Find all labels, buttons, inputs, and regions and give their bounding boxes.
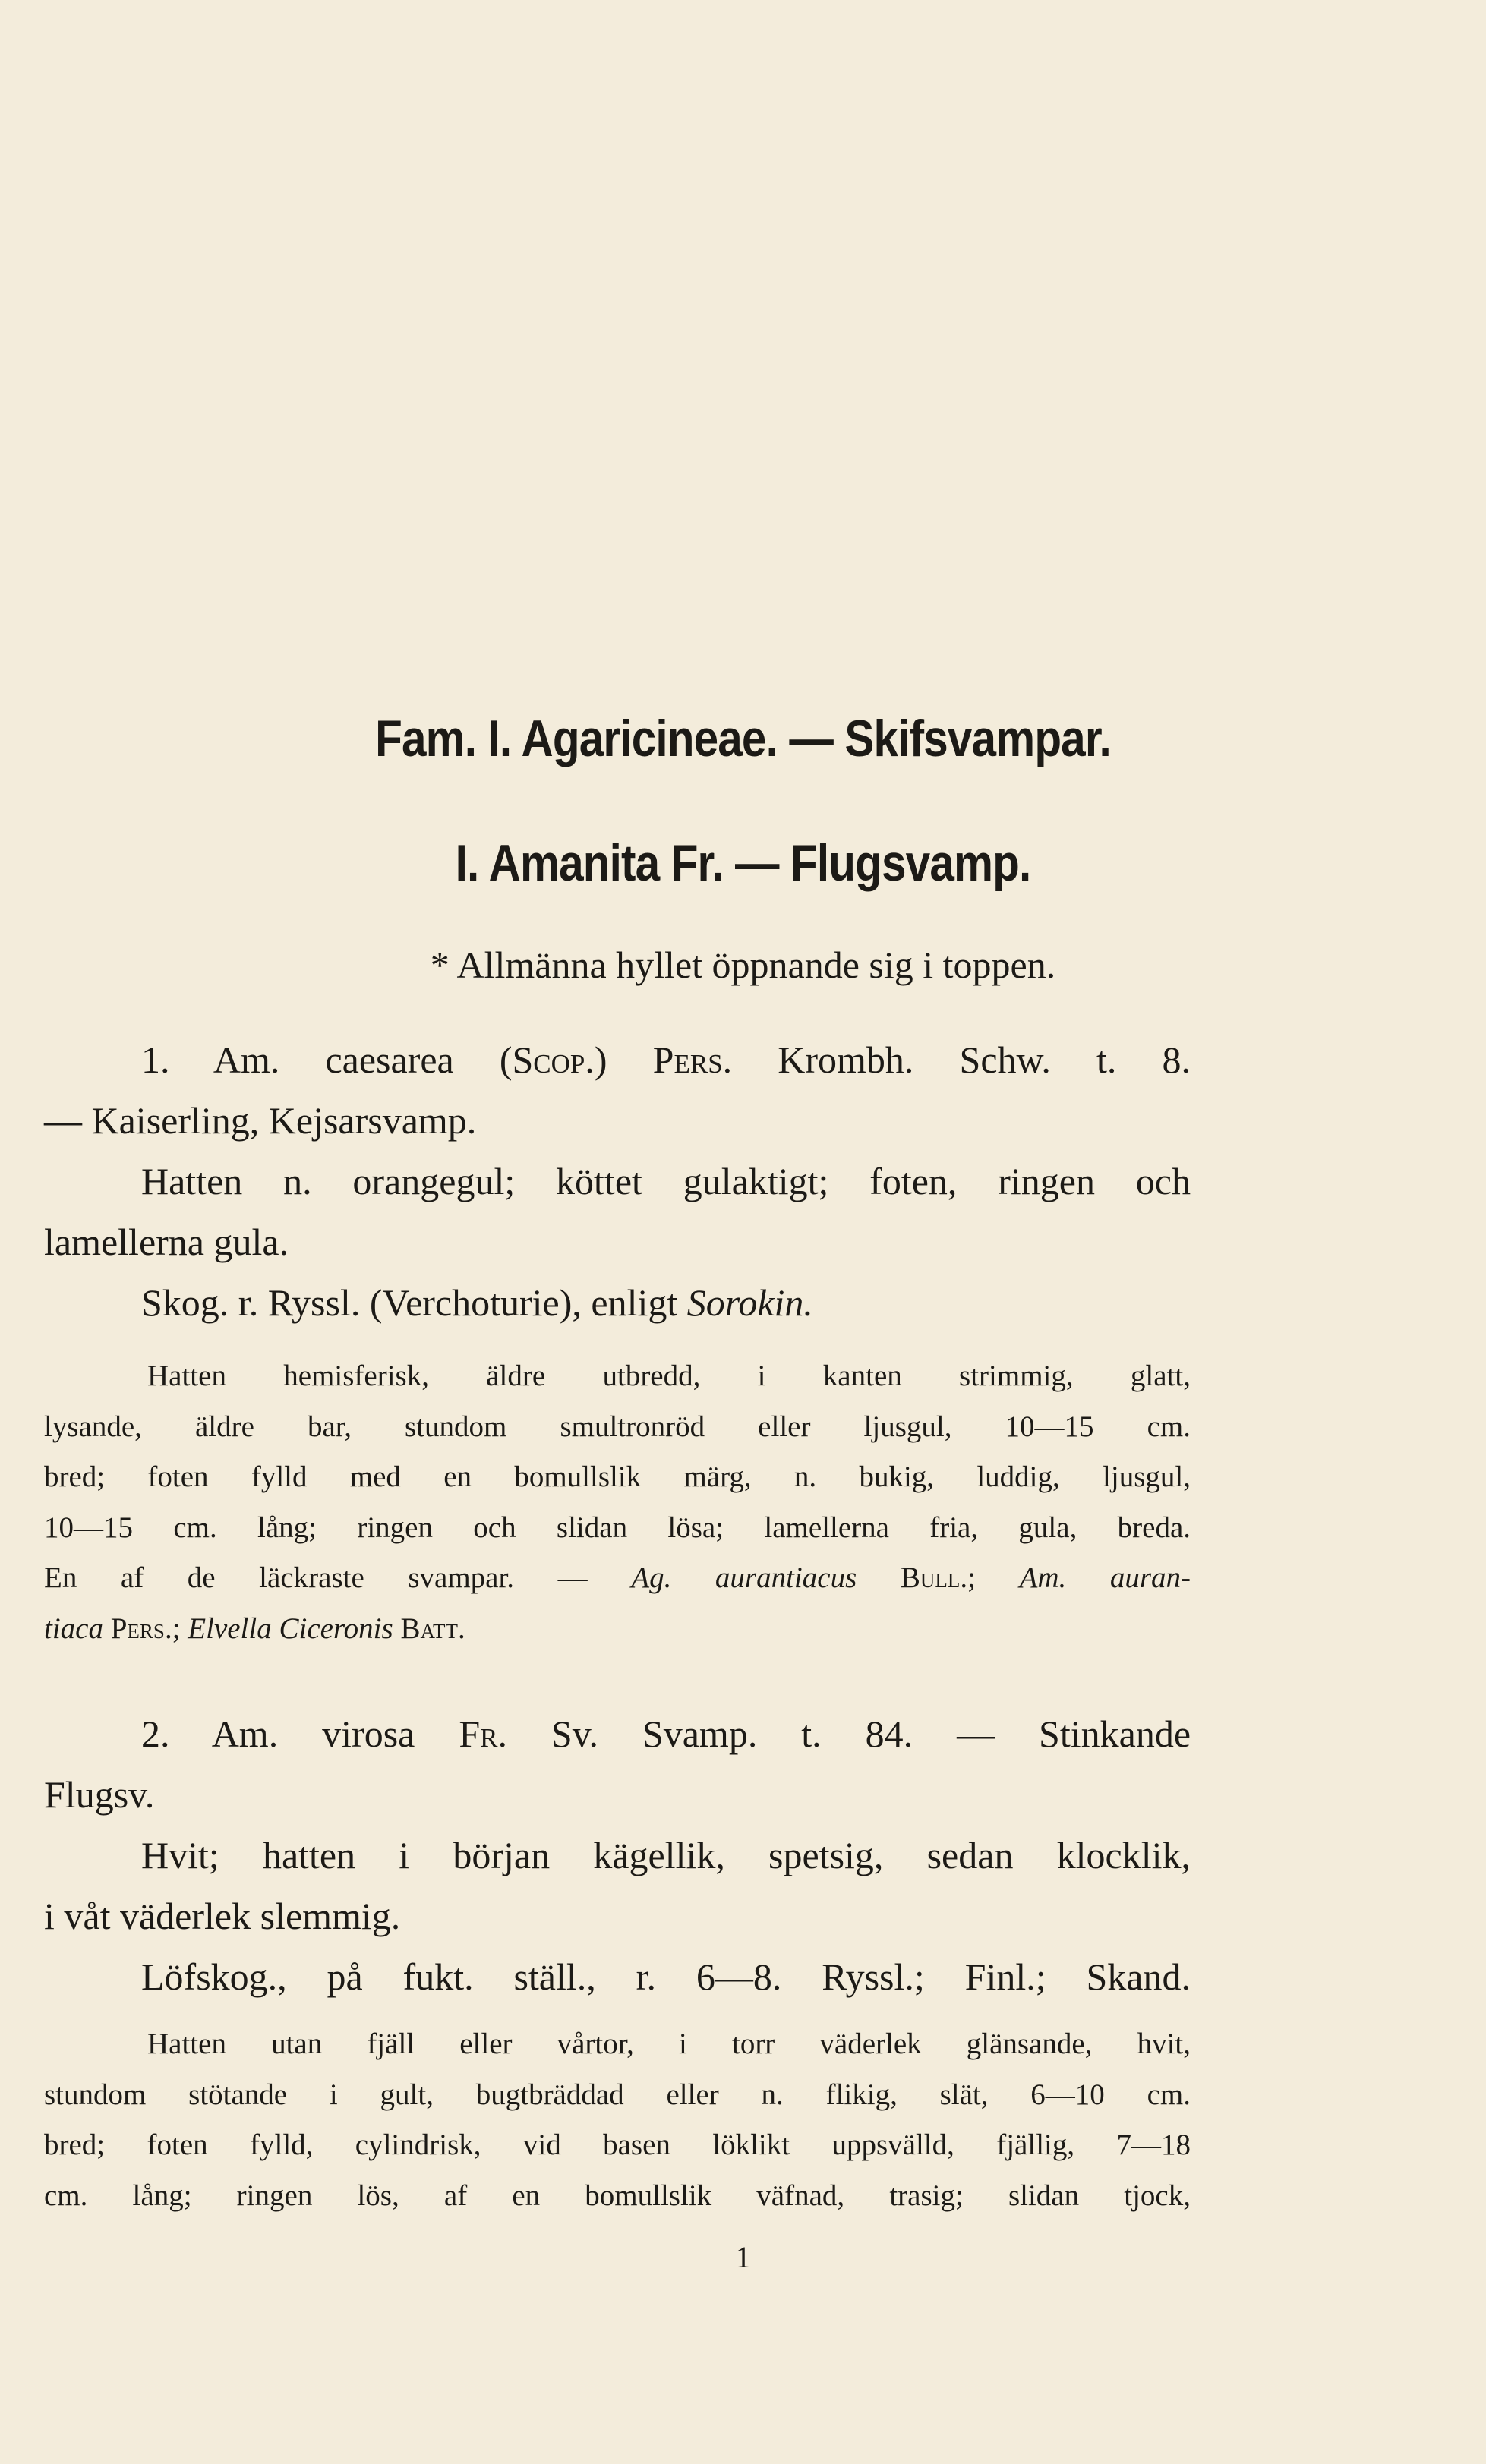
description-line <box>44 1604 1191 1655</box>
genus-abbreviation: Am. <box>211 1713 279 1755</box>
genus-heading: I. Amanita Fr. — Flugsvamp. <box>455 834 1031 892</box>
description-line: 10—15 cm. lång; ringen och slidan lösa; lamellerna fria, gula, breda. <box>44 1511 1191 1544</box>
species-2-description <box>44 2019 1191 2221</box>
species-name: caesarea <box>325 1038 454 1081</box>
collector-name: Sorokin. <box>686 1281 813 1324</box>
description-line: En af de läckraste svampar. — Ag. aurantiacus Bull.; Am. auran- <box>44 1561 1191 1594</box>
author-name: Pers. <box>652 1038 733 1081</box>
species-name: virosa <box>322 1713 415 1755</box>
common-name-line: Flugsv. <box>44 1773 155 1816</box>
author-name: Bull.; <box>900 1561 976 1594</box>
species-number: 1. <box>141 1038 170 1081</box>
author-name: (Scop.) <box>499 1038 607 1081</box>
species-2-entry <box>44 1703 1191 2007</box>
author-name: Fr. <box>459 1713 507 1755</box>
diagnosis-line: i våt väderlek slemmig. <box>44 1895 401 1937</box>
plate-reference: Krombh. Schw. t. 8. <box>778 1038 1191 1081</box>
synonym: Ag. aurantiacus <box>631 1561 857 1594</box>
species-number: 2. <box>141 1713 170 1755</box>
description-line: Hatten utan fjäll eller vårtor, i torr väderlek glänsande, hvit, <box>147 2028 1191 2060</box>
common-name-line: — Kaiserling, Kejsarsvamp. <box>44 1099 477 1142</box>
common-name: — Stinkande <box>957 1713 1191 1755</box>
species-1-heading <box>44 1029 1191 1090</box>
description-line: Hatten hemisferisk, äldre utbredd, i kanten strimmig, glatt, <box>147 1360 1191 1392</box>
genus-abbreviation: Am. <box>213 1038 280 1081</box>
diagnosis-line: Hatten n. orangegul; köttet gulaktigt; foten, ringen och <box>141 1160 1191 1202</box>
species-2-heading <box>44 1703 1191 1764</box>
author-name: Batt. <box>400 1612 465 1645</box>
species-1-entry <box>44 1029 1191 1333</box>
habitat-text: Skog. r. Ryssl. (Verchoturie), enligt <box>141 1281 678 1324</box>
author-name: Pers.; <box>110 1612 181 1645</box>
description-line: cm. lång; ringen lös, af en bomullslik väfnad, trasig; slidan tjock, <box>44 2179 1191 2212</box>
diagnosis-line: Hvit; hatten i början kägellik, spetsig, sedan klocklik, <box>141 1834 1191 1876</box>
habitat-line <box>44 1272 1191 1333</box>
synonym: tiaca <box>44 1612 103 1645</box>
section-heading: * Allmänna hyllet öppnande sig i toppen. <box>430 944 1056 986</box>
synonym: Am. auran- <box>1019 1561 1191 1594</box>
description-line: lysande, äldre bar, stundom smultronröd eller ljusgul, 10—15 cm. <box>44 1410 1191 1443</box>
species-1-description <box>44 1351 1191 1654</box>
description-line: bred; foten fylld, cylindrisk, vid basen löklikt uppsvälld, fjällig, 7—18 <box>44 2128 1191 2161</box>
description-line: stundom stötande i gult, bugtbräddad eller n. flikig, slät, 6—10 cm. <box>44 2078 1191 2111</box>
synonym: Elvella Ciceronis <box>188 1612 393 1645</box>
habitat-line: Löfskog., på fukt. ställ., r. 6—8. Ryssl.; Finl.; Skand. <box>141 1955 1191 1998</box>
description-line: bred; foten fylld med en bomullslik märg, n. bukig, luddig, ljusgul, <box>44 1460 1191 1493</box>
page-number: 1 <box>735 2240 751 2274</box>
diagnosis-line: lamellerna gula. <box>44 1221 289 1263</box>
plate-reference: Sv. Svamp. t. 84. <box>551 1713 913 1755</box>
family-heading: Fam. I. Agaricineae. — Skifsvampar. <box>375 710 1111 767</box>
